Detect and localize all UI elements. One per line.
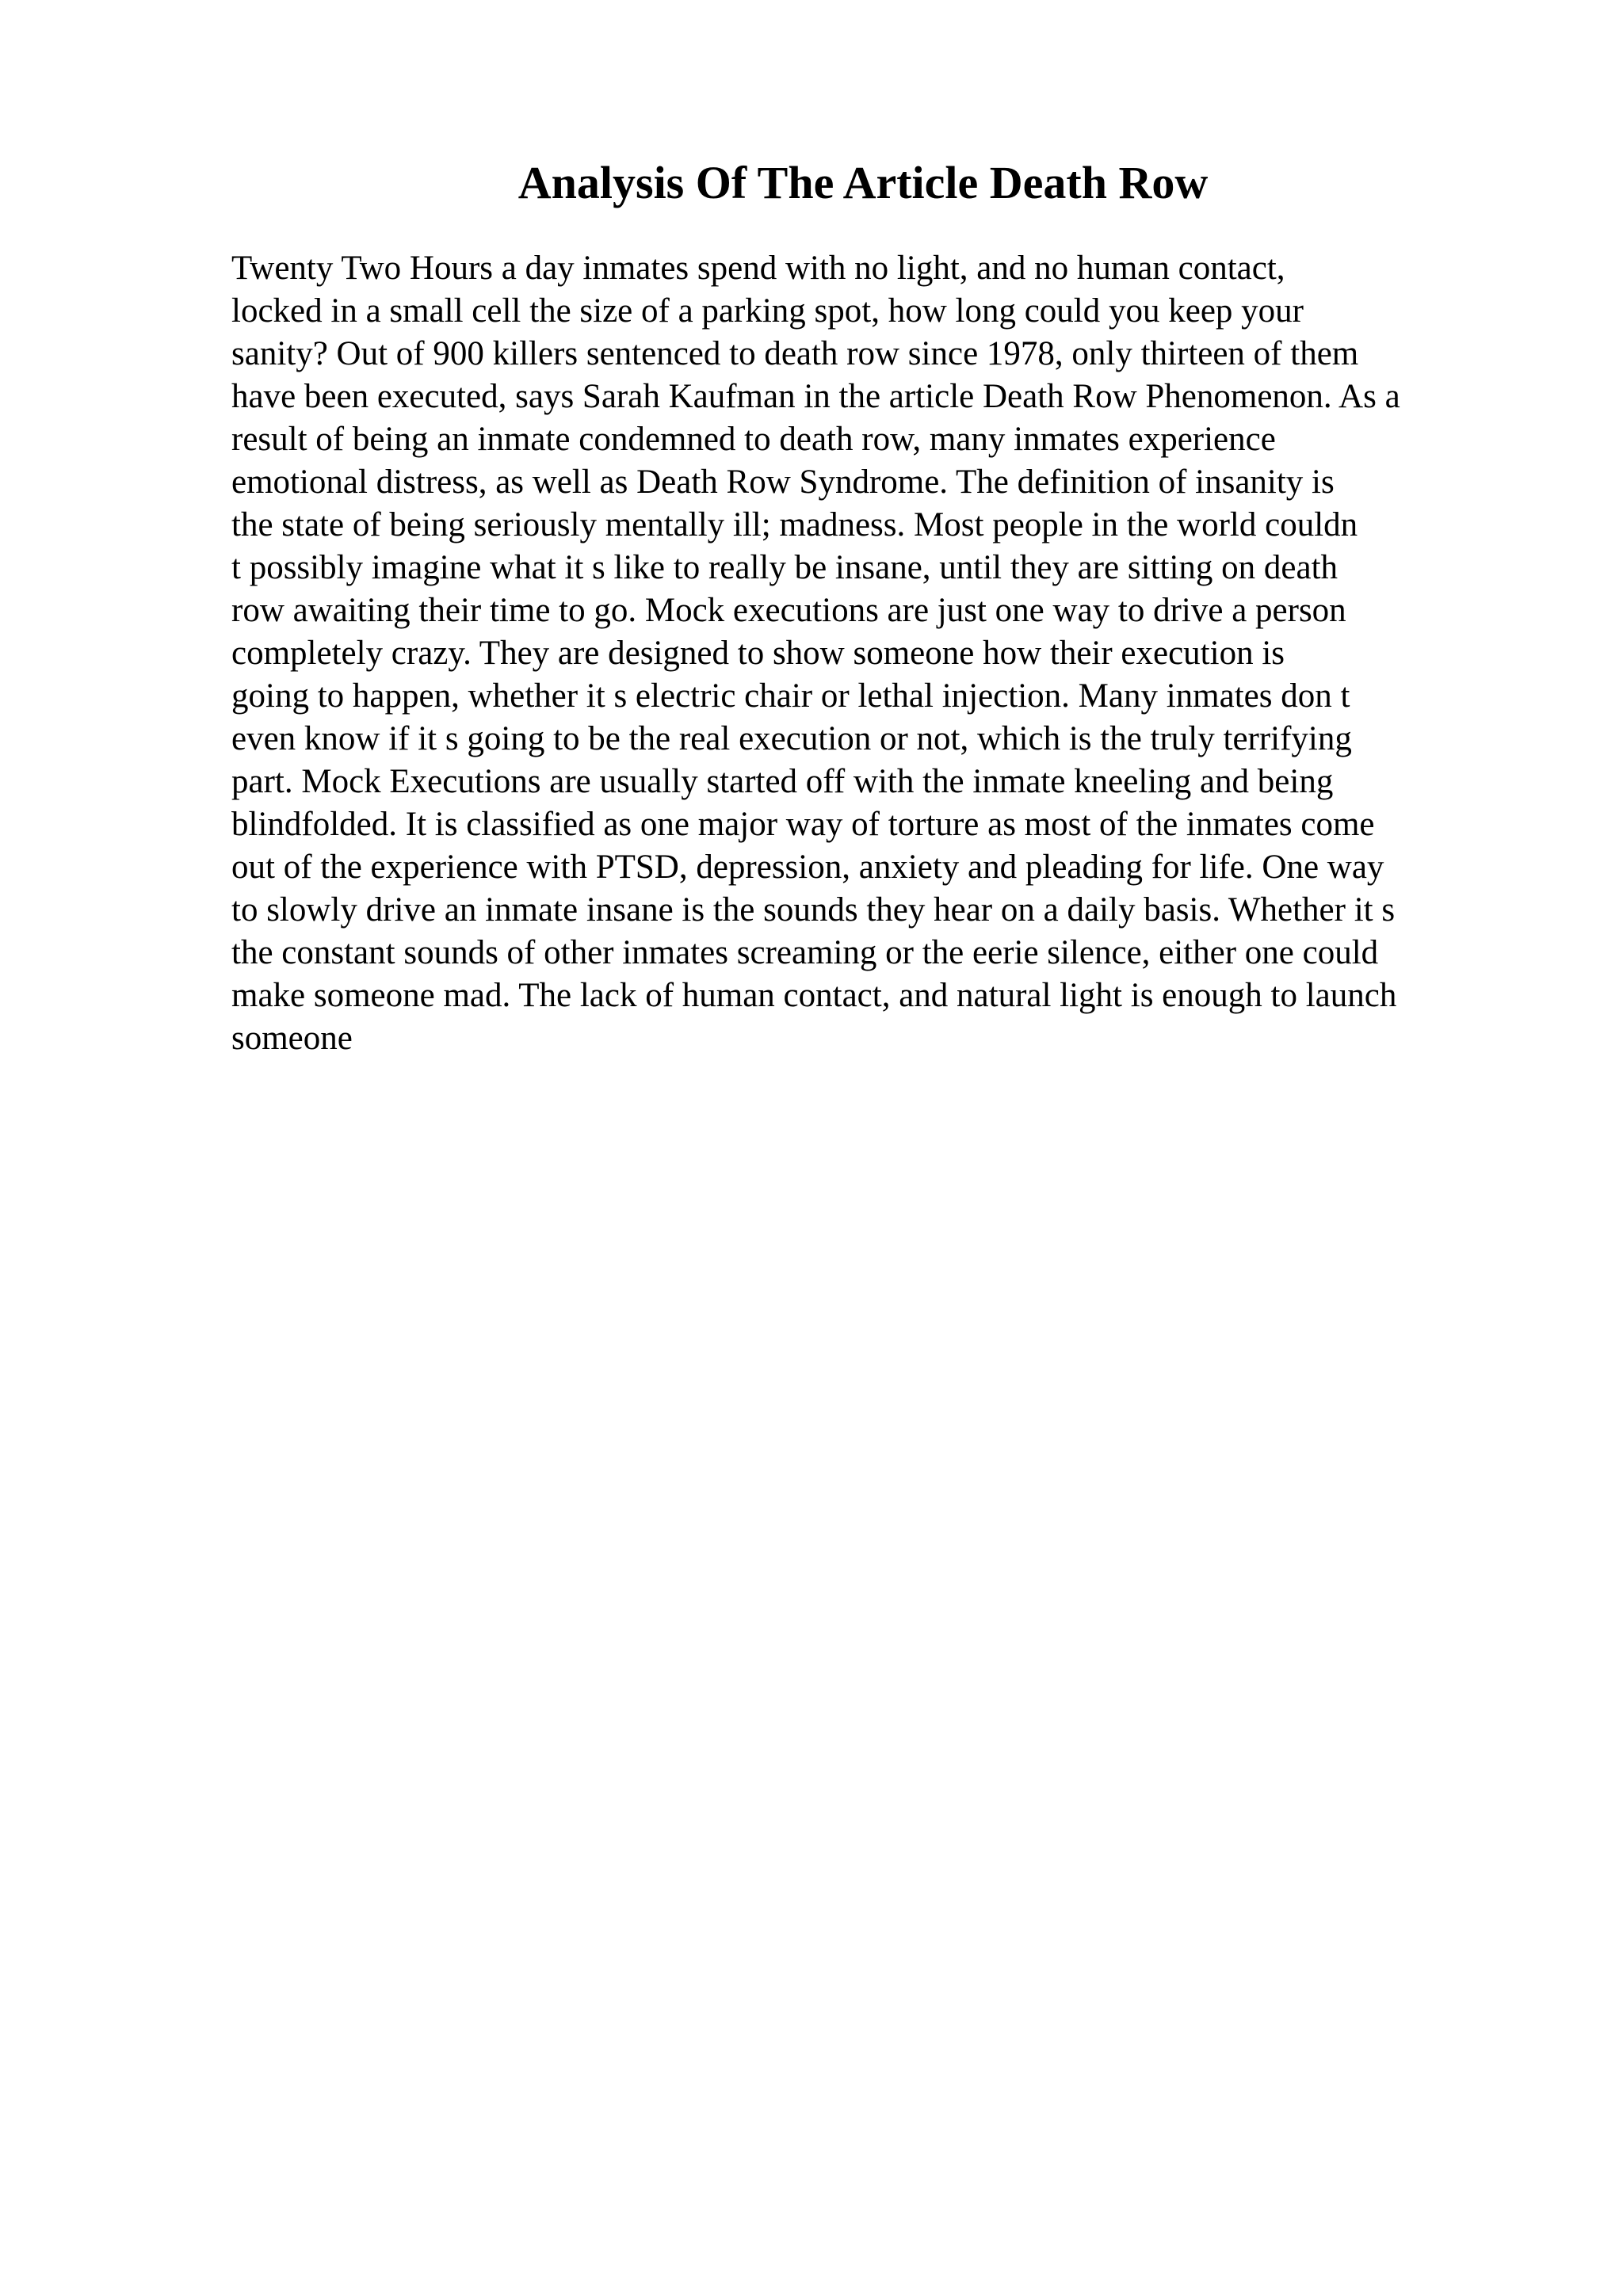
body-line-11: going to happen, whether it s electric chair or lethal injection. Many inmates don t (231, 677, 1350, 715)
body-line-2: locked in a small cell the size of a parking spot, how long could you keep your (231, 292, 1304, 330)
body-line-19: someone (231, 1020, 353, 1057)
body-line-7: the state of being seriously mentally ill; madness. Most people in the world couldn (231, 506, 1358, 543)
body-line-16: to slowly drive an inmate insane is the sounds they hear on a daily basis. Whether it s (231, 891, 1396, 929)
body-line-14: blindfolded. It is classified as one major way of torture as most of the inmates come (231, 806, 1375, 843)
body-line-8: t possibly imagine what it s like to really be insane, until they are sitting on death (231, 549, 1338, 586)
body-line-5: result of being an inmate condemned to death row, many inmates experience (231, 421, 1276, 458)
body-line-10: completely crazy. They are designed to show someone how their execution is (231, 635, 1285, 672)
document-title: Analysis Of The Article Death Row (517, 157, 1209, 208)
body-line-6: emotional distress, as well as Death Row Syndrome. The definition of insanity is (231, 463, 1335, 501)
body-line-17: the constant sounds of other inmates screaming or the eerie silence, either one could (231, 934, 1379, 971)
body-line-15: out of the experience with PTSD, depression, anxiety and pleading for life. One way (231, 849, 1384, 886)
body-line-18: make someone mad. The lack of human contact, and natural light is enough to launch (231, 977, 1397, 1014)
body-line-3: sanity? Out of 900 killers sentenced to death row since 1978, only thirteen of them (231, 335, 1359, 372)
body-line-12: even know if it s going to be the real execution or not, which is the truly terrifying (231, 720, 1352, 757)
body-line-13: part. Mock Executions are usually started off with the inmate kneeling and being (231, 763, 1334, 800)
body-line-9: row awaiting their time to go. Mock executions are just one way to drive a person (231, 592, 1346, 629)
body-line-4: have been executed, says Sarah Kaufman in the article Death Row Phenomenon. As a (231, 378, 1400, 415)
body-paragraph (231, 247, 1594, 1060)
body-line-1: Twenty Two Hours a day inmates spend with no light, and no human contact, (231, 250, 1285, 287)
